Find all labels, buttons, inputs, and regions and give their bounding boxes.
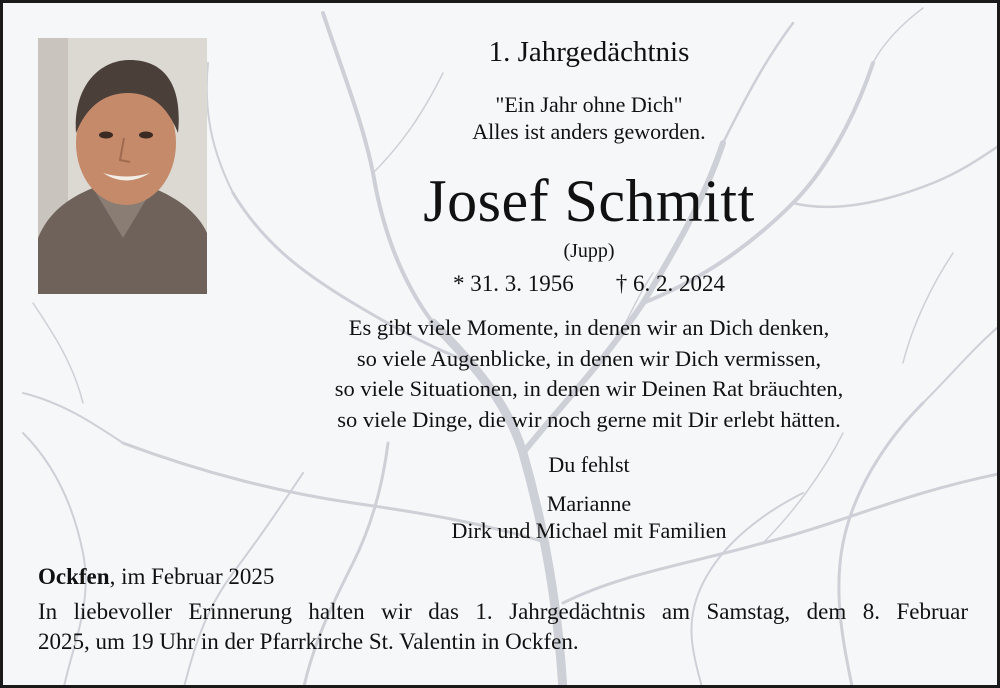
anniversary-heading: 1. Jahrgedächtnis — [488, 36, 690, 68]
nickname: (Jupp) — [563, 240, 615, 262]
notice-date: , im Februar 2025 — [109, 564, 275, 589]
memorial-notice — [38, 597, 968, 657]
poem-line: so viele Dinge, die wir noch gerne mit Dir erlebt hätten. — [337, 406, 841, 432]
quote-line-2: Alles ist anders geworden. — [472, 119, 706, 144]
poem-line: Es gibt viele Momente, in denen wir an Dich denken, — [348, 315, 830, 340]
closing-line: Du fehlst — [548, 452, 630, 477]
family-line-2: Dirk und Michael mit Familien — [451, 518, 727, 543]
family-line-1: Marianne — [546, 491, 632, 516]
notice-line-2: 2025, um 19 Uhr in der Pfarrkirche St. Valentin in Ockfen. — [38, 629, 579, 654]
death-date: † 6. 2. 2024 — [615, 271, 725, 296]
place-date — [38, 564, 274, 590]
birth-date: * 31. 3. 1956 — [453, 271, 574, 296]
notice-line-1: In liebevoller Erinnerung halten wir das 1. Jahrgedächtnis am Samstag, dem 8. Februar — [38, 599, 968, 624]
poem-line: so viele Situationen, in denen wir Deinen Rat bräuchten, — [334, 376, 844, 401]
life-dates — [89, 271, 1000, 297]
quote-line-1: "Ein Jahr ohne Dich" — [495, 92, 683, 117]
poem — [89, 313, 1000, 435]
poem-line: so viele Augenblicke, in denen wir Dich vermissen, — [356, 345, 822, 371]
deceased-name: Josef Schmitt — [423, 168, 755, 234]
town-name: Ockfen — [38, 564, 110, 589]
